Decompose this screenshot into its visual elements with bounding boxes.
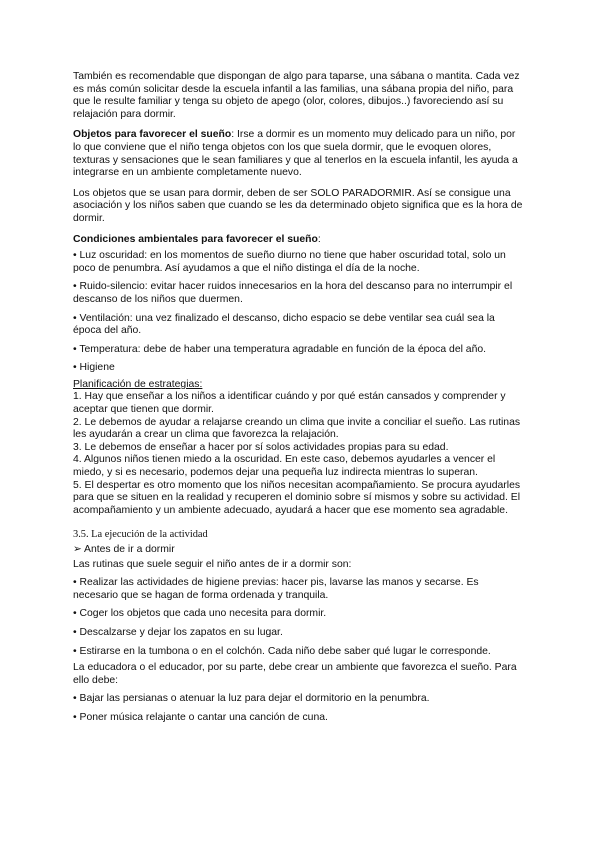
list-item-musica: • Poner música relajante o cantar una canción de cuna. — [73, 711, 328, 723]
heading-condiciones: Condiciones ambientales para favorecer el sueño — [73, 233, 318, 245]
heading-planificacion: Planificación de estrategias: — [73, 378, 203, 390]
paragraph-condiciones-heading — [73, 234, 525, 247]
list-item-plan-4: 4. Algunos niños tienen miedo a la oscuridad. En este caso, debemos ayudarles a vencer el miedo, y si es necesario, podemos dejar una pequeña luz indirecta mientras lo superan. — [73, 454, 496, 479]
list-item-plan-5: 5. El despertar es otro momento que los niños necesitan acompañamiento. Se procura ayudarles para que se situen en la realidad y recuperen el dominio sobre sí mismos y sobre su actividad. El acompañamiento y un ambiente adecuado, ayudará a hacer que ese momento sea agradable. — [73, 479, 521, 516]
list-item-plan-3: 3. Le debemos de enseñar a hacer por sí solos actividades propias para su edad. — [73, 441, 449, 453]
list-item-plan-1: 1. Hay que enseñar a los niños a identificar cuándo y por qué están cansados y comprender y aceptar que tienen que dormir. — [73, 391, 506, 416]
heading-colon: : — [317, 233, 321, 245]
paragraph-sabana: También es recomendable que dispongan de algo para taparse, una sábana o mantita. Cada vez es más común solicitar desde la escuela infantil a las familias, una sábana propia del niño, para que le resulte familiar y tenga su objeto de apego (olor, colores, dibujos..) favoreciendo así su relajación para dormir. — [73, 71, 520, 120]
paragraph-solo-paradormir: Los objetos que se usan para dormir, deben de ser SOLO PARADORMIR. Así se consigue una asociación y los niños saben que cuando se les da determinado objeto significa que es la hora de dormir. — [73, 187, 523, 224]
paragraph-educadora: La educadora o el educador, por su parte, debe crear un ambiente que favorezca el sueño. Para ello debe: — [73, 662, 517, 686]
paragraph-objetos — [73, 129, 525, 179]
section-title: 3.5. La ejecución de la actividad — [73, 529, 208, 541]
list-item-ruido: • Ruido-silencio: evitar hacer ruidos innecesarios en la hora del descanso para no interrumpir el descanso de los niños que duermen. — [73, 281, 513, 305]
objetos-text: : Irse a dormir es un momento muy delicado para un niño, por lo que conviene que el niño tenga objetos con los que suela dormir, que le evoquen olores, texturas y sensaciones que le sean familiares y que al tenerlos en la escuela infantil, les ayuda a integrarse en un ambiente completamente nuevo. — [73, 129, 518, 179]
list-item-luz: • Luz oscuridad: en los momentos de sueño diurno no tiene que haber oscuridad total, solo un poco de penumbra. Así ayudamos a que el niño distinga el día de la noche. — [73, 250, 506, 274]
subsection-arrow: ➢ Antes de ir a dormir — [73, 544, 175, 555]
heading-objetos: Objetos para favorecer el sueño — [73, 129, 232, 141]
list-item-ventilacion: • Ventilación: una vez finalizado el descanso, dicho espacio se debe ventilar sea cuál sea la época del año. — [73, 312, 495, 337]
routines-intro: Las rutinas que suele seguir el niño antes de ir a dormir son: — [73, 558, 352, 570]
document-page — [73, 71, 525, 725]
list-item-temperatura: • Temperatura: debe de haber una temperatura agradable en función de la época del año. — [73, 343, 487, 355]
list-item-higiene-previa: • Realizar las actividades de higiene previas: hacer pis, lavarse las manos y secarse. Es necesario que se hagan de forma ordenada y tranquila. — [73, 577, 479, 601]
list-item-plan-2: 2. Le debemos de ayudar a relajarse creando un clima que invite a conciliar el sueño. Las rutinas les ayudarán a crear un clima que favorezca la relajación. — [73, 416, 521, 441]
list-item-descalzarse: • Descalzarse y dejar los zapatos en su lugar. — [73, 626, 283, 638]
list-item-higiene: • Higiene — [73, 362, 115, 374]
list-item-coger-objetos: • Coger los objetos que cada uno necesita para dormir. — [73, 608, 327, 620]
list-item-persianas: • Bajar las persianas o atenuar la luz para dejar el dormitorio en la penumbra. — [73, 693, 430, 705]
list-item-estirarse: • Estirarse en la tumbona o en el colchón. Cada niño debe saber qué lugar le corresponde. — [73, 645, 491, 657]
